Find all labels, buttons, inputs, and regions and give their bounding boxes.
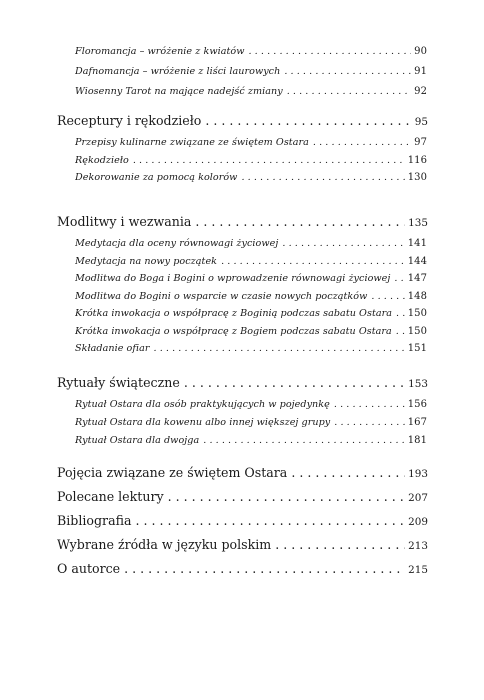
toc-entry-title: Floromancja – wróżenie z kwiatów (75, 46, 245, 57)
toc-chapter-page: 135 (408, 217, 428, 229)
toc-entry-page: 150 (407, 326, 427, 337)
toc-entry-page: 141 (407, 238, 427, 249)
toc-entry-page: 92 (414, 86, 427, 97)
toc-entry-page: 97 (414, 137, 427, 148)
toc-entry-page: 91 (414, 66, 427, 77)
toc-chapter-title: Receptury i rękodzieło (57, 113, 202, 128)
dot-leader (282, 238, 404, 249)
toc-chapter-title: Bibliografia (57, 513, 132, 528)
toc-entry-rytual-kowen (75, 417, 427, 428)
toc-entry-title: Rytuał Ostara dla kowenu albo innej większej grupy (75, 417, 331, 428)
toc-entry-floromancja (75, 46, 427, 57)
dot-leader (205, 113, 411, 128)
toc-entry-title: Medytacja dla oceny równowagi życiowej (75, 238, 279, 249)
toc-chapter-page: 207 (408, 492, 428, 504)
dot-leader (203, 435, 404, 446)
toc-entry-title: Wiosenny Tarot na mające nadejść zmiany (75, 86, 283, 97)
toc-entry-page: 167 (407, 417, 427, 428)
toc-entry-modlitwa-bog-bogini (75, 273, 427, 284)
toc-chapter-title: O autorce (57, 561, 121, 576)
toc-entry-page: 181 (407, 435, 427, 446)
toc-entry-page: 156 (407, 399, 427, 410)
toc-entry-dafnomancja (75, 66, 427, 77)
toc-chapter-page: 153 (408, 378, 428, 390)
toc-entry-title: Rękodzieło (75, 155, 129, 166)
dot-leader (154, 343, 405, 354)
toc-entry-medytacja-poczatek (75, 256, 427, 267)
toc-chapter-modlitwy (57, 214, 428, 229)
toc-chapter-title: Rytuały świąteczne (57, 375, 180, 390)
dot-leader (221, 256, 405, 267)
toc-entry-page: 90 (414, 46, 427, 57)
toc-chapter-page: 95 (414, 116, 428, 128)
toc-entry-title: Modlitwa do Boga i Bogini o wprowadzenie równowagi życiowej (75, 273, 391, 284)
toc-chapter-page: 193 (408, 468, 428, 480)
dot-leader (396, 308, 405, 319)
toc-entry-rytual-pojedynke (75, 399, 427, 410)
toc-entry-title: Rytuał Ostara dla dwojga (75, 435, 200, 446)
dot-leader (291, 465, 405, 480)
dot-leader (241, 172, 404, 183)
toc-chapter-page: 209 (408, 516, 428, 528)
toc-chapter-pojecia (57, 465, 428, 480)
dot-leader (124, 561, 405, 576)
dot-leader (371, 291, 404, 302)
toc-entry-skladanie-ofiar (75, 343, 427, 354)
toc-chapter-polecane-lektury (57, 489, 428, 504)
toc-entry-modlitwa-bogini (75, 291, 427, 302)
dot-leader (394, 273, 404, 284)
toc-entry-title: Medytacja na nowy początek (75, 256, 218, 267)
toc-entry-page: 150 (407, 308, 427, 319)
toc-entry-title: Dafnomancja – wróżenie z liści laurowych (75, 66, 281, 77)
toc-chapter-title: Wybrane źródła w języku polskim (57, 537, 272, 552)
toc-entry-page: 130 (407, 172, 427, 183)
toc-entry-medytacja-rownowaga (75, 238, 427, 249)
dot-leader (284, 66, 411, 77)
dot-leader (184, 375, 405, 390)
dot-leader (275, 537, 405, 552)
dot-leader (133, 155, 405, 166)
toc-entry-title: Modlitwa do Bogini o wsparcie w czasie nowych początków (75, 291, 368, 302)
toc-entry-rytual-dwojga (75, 435, 427, 446)
toc-chapter-title: Pojęcia związane ze świętem Ostara (57, 465, 288, 480)
toc-entry-wiosenny-tarot (75, 86, 427, 97)
dot-leader (287, 86, 411, 97)
dot-leader (396, 326, 405, 337)
toc-entry-page: 144 (407, 256, 427, 267)
toc-entry-page: 151 (407, 343, 427, 354)
toc-entry-page: 116 (407, 155, 427, 166)
toc-chapter-zrodla (57, 537, 428, 552)
dot-leader (135, 513, 405, 528)
toc-chapter-title: Modlitwy i wezwania (57, 214, 192, 229)
toc-chapter-rytualy (57, 375, 428, 390)
toc-entry-title: Krótka inwokacja o współpracę z Bogiem podczas sabatu Ostara (75, 326, 392, 337)
toc-chapter-receptury (57, 113, 428, 128)
dot-leader (195, 214, 405, 229)
toc-entry-title: Rytuał Ostara dla osób praktykujących w pojedynkę (75, 399, 330, 410)
toc-entry-title: Dekorowanie za pomocą kolorów (75, 172, 238, 183)
dot-leader (168, 489, 406, 504)
toc-chapter-bibliografia (57, 513, 428, 528)
toc-entry-inwokacja-bogini (75, 308, 427, 319)
dot-leader (248, 46, 411, 57)
toc-entry-title: Przepisy kulinarne związane ze świętem Ostara (75, 137, 309, 148)
toc-chapter-title: Polecane lektury (57, 489, 164, 504)
toc-entry-inwokacja-bog (75, 326, 427, 337)
toc-chapter-page: 215 (408, 564, 428, 576)
toc-chapter-page: 213 (408, 540, 428, 552)
dot-leader (334, 399, 405, 410)
dot-leader (334, 417, 404, 428)
toc-entry-title: Składanie ofiar (75, 343, 150, 354)
toc-entry-przepisy (75, 137, 427, 148)
dot-leader (313, 137, 411, 148)
toc-entry-page: 148 (407, 291, 427, 302)
toc-entry-rekodzielo (75, 155, 427, 166)
toc-entry-dekorowanie (75, 172, 427, 183)
toc-entry-page: 147 (407, 273, 427, 284)
toc-entry-title: Krótka inwokacja o współpracę z Boginią podczas sabatu Ostara (75, 308, 393, 319)
toc-chapter-o-autorce (57, 561, 428, 576)
